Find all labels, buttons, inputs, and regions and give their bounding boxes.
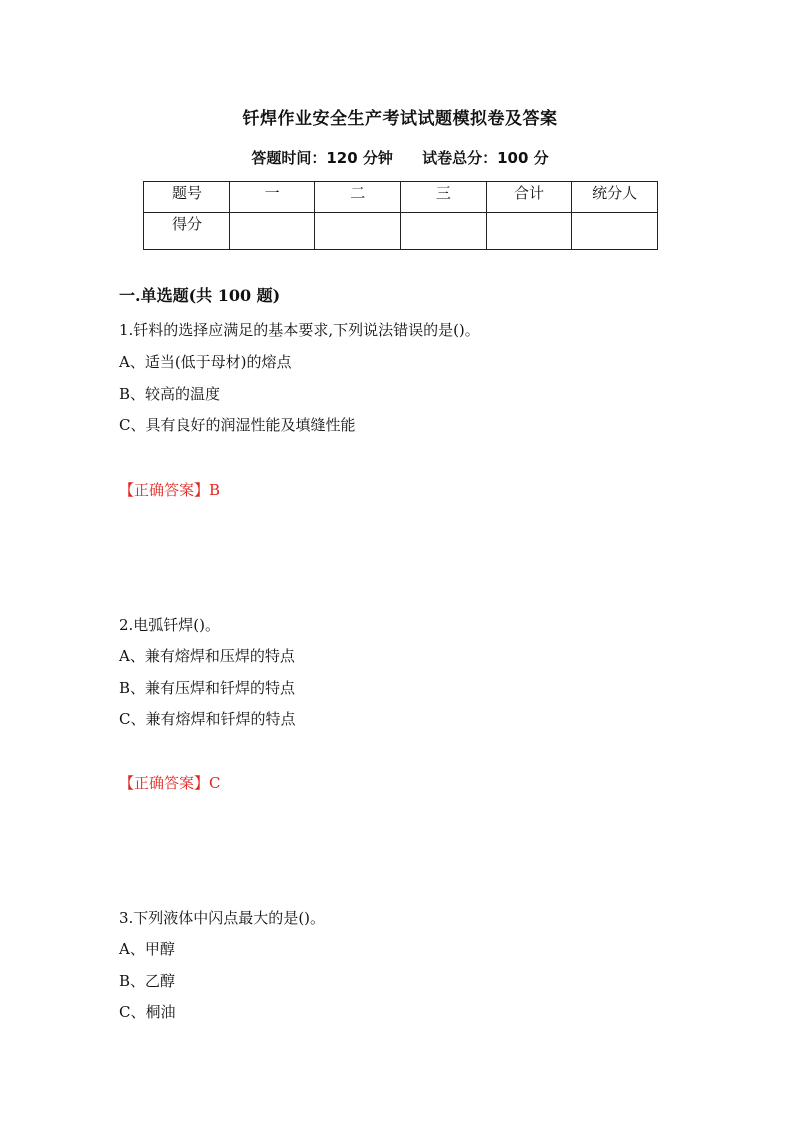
question-stem: 1.钎料的选择应满足的基本要求,下列说法错误的是()。 [119, 321, 480, 339]
header-cell-grader: 统分人 [572, 182, 658, 213]
option-b: B、较高的温度 [119, 385, 221, 403]
exam-meta [0, 147, 800, 168]
score-cell-total [486, 213, 572, 250]
score-cell-2 [315, 213, 401, 250]
option-c: C、桐油 [119, 1003, 176, 1021]
header-cell-3: 三 [401, 182, 487, 213]
section-title: 一.单选题(共 100 题) [119, 286, 281, 305]
total-score-label: 试卷总分：100 分 [422, 149, 549, 167]
correct-answer: 【正确答案】C [119, 774, 221, 792]
score-cell-1 [229, 213, 315, 250]
score-cell-grader [572, 213, 658, 250]
option-a: A、甲醇 [119, 940, 175, 958]
header-cell-2: 二 [315, 182, 401, 213]
score-table-header-row [144, 182, 658, 213]
time-label: 答题时间：120 分钟 [251, 149, 393, 167]
header-cell-1: 一 [229, 182, 315, 213]
option-c: C、具有良好的润湿性能及填缝性能 [119, 416, 356, 434]
correct-answer: 【正确答案】B [119, 481, 221, 499]
option-a: A、兼有熔焊和压焊的特点 [119, 647, 295, 665]
score-table [143, 181, 658, 250]
option-b: B、兼有压焊和钎焊的特点 [119, 679, 296, 697]
option-a: A、适当(低于母材)的熔点 [119, 353, 292, 371]
score-row-label: 得分 [144, 213, 230, 250]
score-cell-3 [401, 213, 487, 250]
header-cell-number: 题号 [144, 182, 230, 213]
document-title: 钎焊作业安全生产考试试题模拟卷及答案 [242, 109, 558, 129]
header-cell-total: 合计 [486, 182, 572, 213]
question-stem: 3.下列液体中闪点最大的是()。 [119, 909, 326, 927]
question-stem: 2.电弧钎焊()。 [119, 616, 221, 634]
option-c: C、兼有熔焊和钎焊的特点 [119, 710, 296, 728]
option-b: B、乙醇 [119, 972, 176, 990]
score-table-score-row [144, 213, 658, 250]
